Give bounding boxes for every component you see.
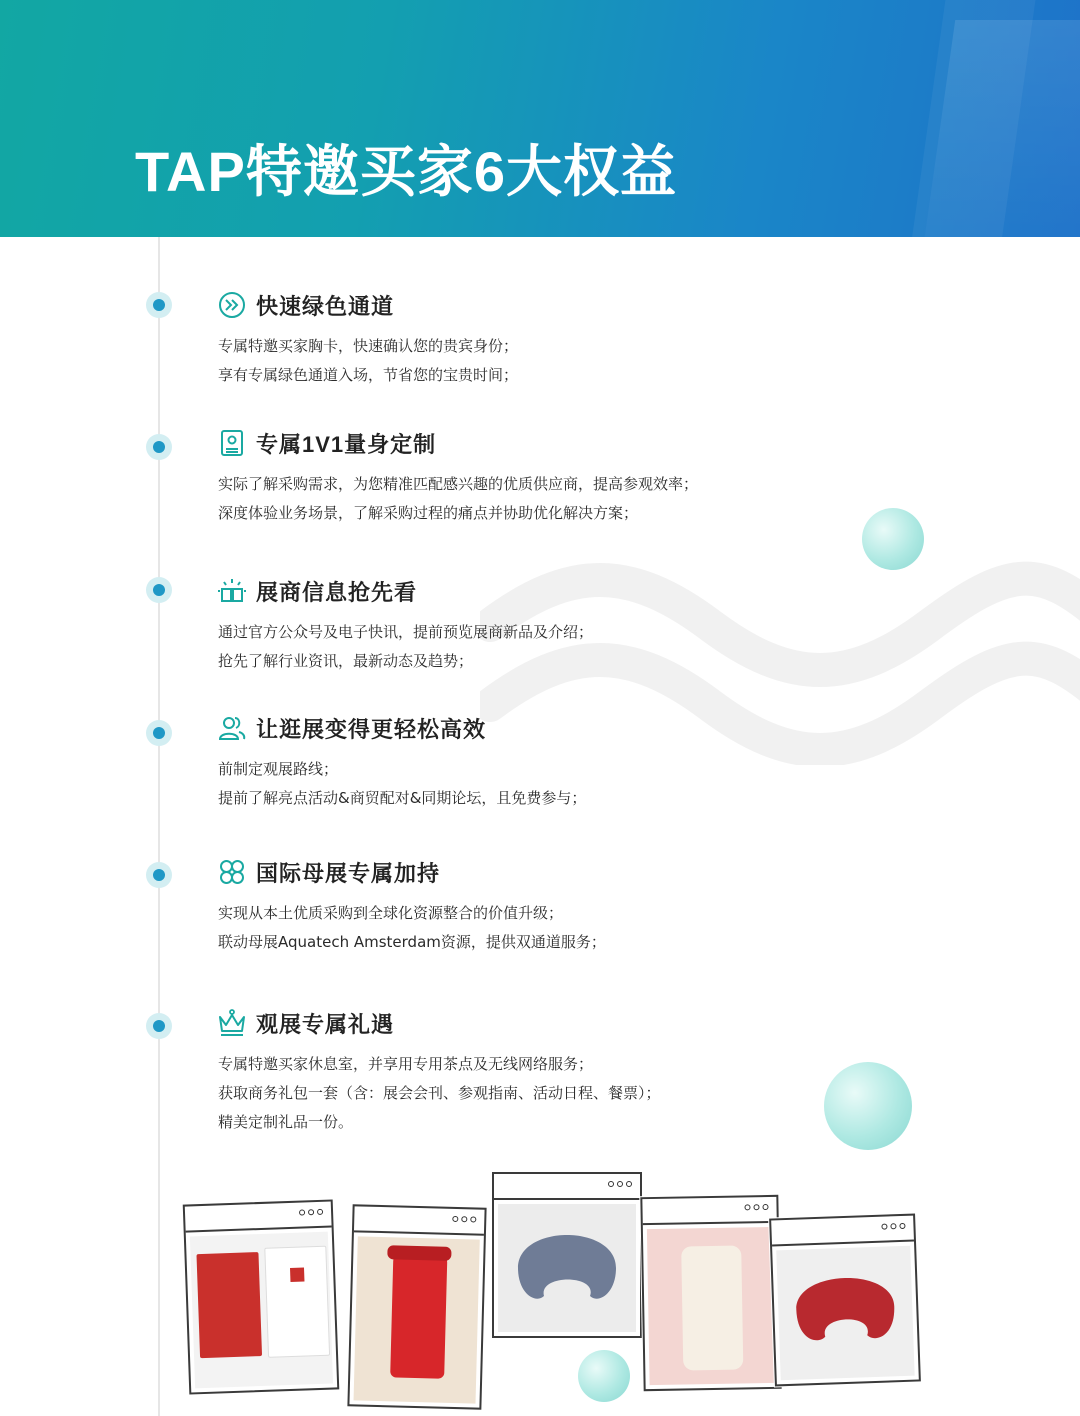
white-tumbler-photo <box>647 1227 776 1385</box>
benefit-section-2 <box>218 426 858 528</box>
notebooks-photo <box>190 1232 333 1389</box>
section-title: 快速绿色通道 <box>256 293 395 319</box>
book-lightbulb-icon <box>218 577 246 605</box>
document-location-icon <box>218 429 246 457</box>
timeline-dot <box>146 434 172 460</box>
section-text: 通过官方公众号及电子快讯，提前预览展商新品及介绍； <box>218 623 594 641</box>
section-text: 实际了解采购需求，为您精准匹配感兴趣的优质供应商，提高参观效率； <box>218 475 699 493</box>
decorative-bubble <box>862 508 924 570</box>
timeline-dot <box>146 720 172 746</box>
section-title: 观展专属礼遇 <box>256 1011 395 1037</box>
header-banner <box>0 0 1080 237</box>
timeline-dot <box>146 862 172 888</box>
double-chevron-right-icon <box>218 291 246 319</box>
benefit-section-4 <box>218 711 858 813</box>
section-text: 联动母展Aquatech Amsterdam资源，提供双通道服务； <box>218 933 606 951</box>
red-neck-pillow-photo <box>776 1246 914 1381</box>
timeline-dot <box>146 1013 172 1039</box>
benefit-section-6 <box>218 1006 858 1137</box>
people-icon <box>218 714 246 742</box>
gift-frame-grey-pillow <box>492 1172 642 1338</box>
gift-frame-red-tumbler <box>347 1204 486 1409</box>
gift-frame-notebooks <box>183 1199 340 1394</box>
red-tumbler-photo <box>354 1236 480 1403</box>
section-text: 专属特邀买家休息室，并享用专用茶点及无线网络服务； <box>218 1055 594 1073</box>
grey-neck-pillow-photo <box>498 1204 636 1332</box>
section-text: 提前了解亮点活动&商贸配对&同期论坛，且免费参与； <box>218 789 587 807</box>
benefit-section-3 <box>218 574 858 676</box>
page-title: TAP特邀买家6大权益 <box>135 140 677 203</box>
section-text: 前制定观展路线； <box>218 760 339 778</box>
section-title: 国际母展专属加持 <box>256 860 441 886</box>
section-text: 抢先了解行业资讯，最新动态及趋势； <box>218 652 474 670</box>
benefit-section-1 <box>218 288 858 390</box>
section-title: 展商信息抢先看 <box>256 579 418 605</box>
section-text: 获取商务礼包一套（含：展会会刊、参观指南、活动日程、餐票）； <box>218 1084 661 1102</box>
section-text: 专属特邀买家胸卡，快速确认您的贵宾身份； <box>218 337 519 355</box>
gift-frame-white-tumbler <box>640 1195 781 1391</box>
four-leaf-icon <box>218 858 246 886</box>
timeline-dot <box>146 577 172 603</box>
gift-gallery <box>180 1168 920 1416</box>
crown-icon <box>218 1009 246 1037</box>
benefit-section-5 <box>218 855 858 957</box>
section-title: 专属1V1量身定制 <box>256 431 437 457</box>
section-title: 让逛展变得更轻松高效 <box>256 716 487 742</box>
timeline-dot <box>146 292 172 318</box>
section-text: 精美定制礼品一份。 <box>218 1113 354 1131</box>
gift-frame-red-pillow <box>769 1214 921 1387</box>
section-text: 深度体验业务场景，了解采购过程的痛点并协助优化解决方案； <box>218 504 639 522</box>
timeline-line <box>158 237 160 1416</box>
section-text: 享有专属绿色通道入场，节省您的宝贵时间； <box>218 366 519 384</box>
section-text: 实现从本土优质采购到全球化资源整合的价值升级； <box>218 904 564 922</box>
